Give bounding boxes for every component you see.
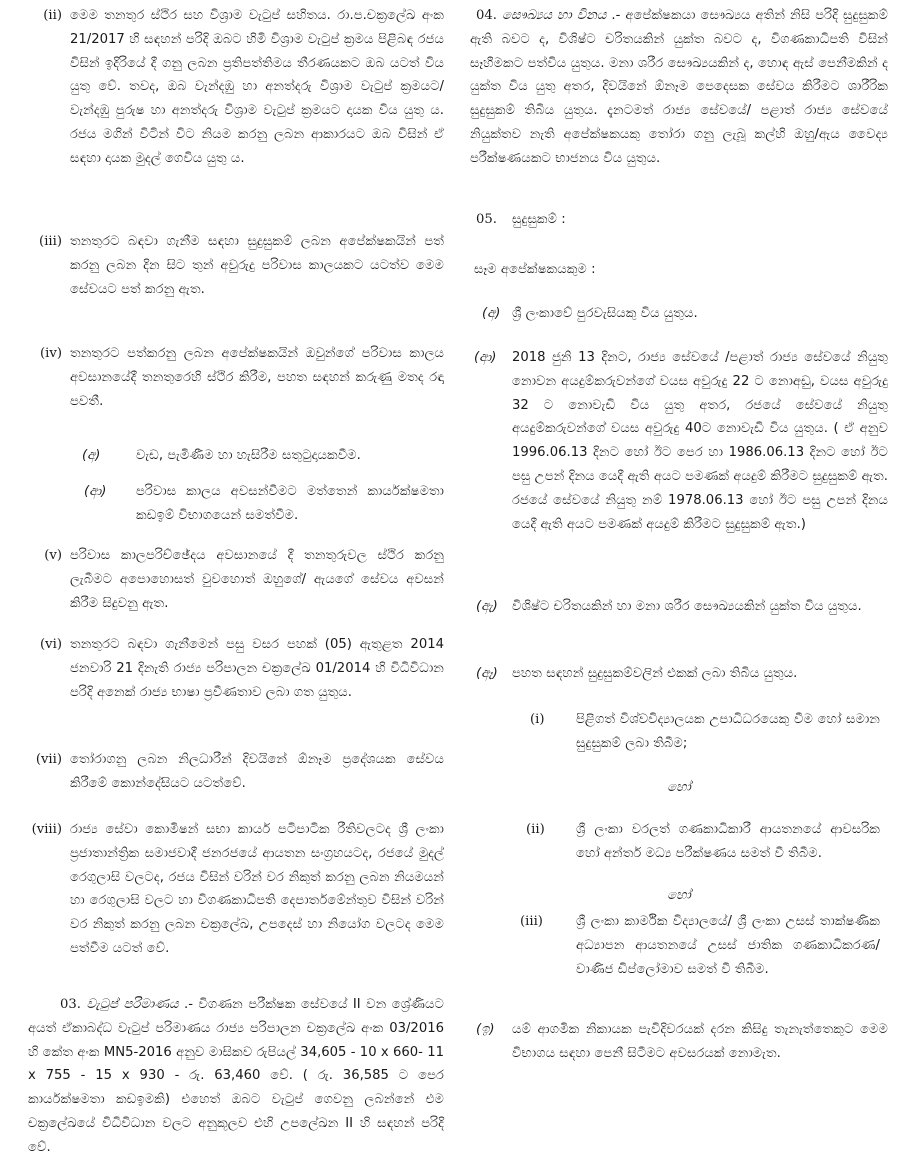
sub-label-a: (අ)	[82, 448, 101, 463]
qual-label: (ඉ)	[476, 1022, 495, 1037]
qual-aee	[470, 662, 888, 688]
option-iii	[470, 910, 888, 1006]
clause-number: (iv)	[40, 346, 62, 361]
qual-label: (ඇ)	[476, 599, 498, 614]
option-number: (iii)	[520, 914, 543, 929]
clause-text: තනතුරට බඳවා ගැනීමෙන් පසු වසර පහක් (05) ඇතුළත 2014 ජනවාරි 21 දිනැති රාජ්‍ය පරිපාලන චක්‍රලේඛ 01/2014 හි විධිවිධාන පරිදි අනෙක් රාජ්‍ය භාෂා ප්‍රවීණතාව ලබා ගත යුතුය.	[70, 637, 444, 700]
clause-text: රාජ්‍ය සේවා කොමිෂන් සභා කාර්ය පටිපාටික රීතිවලටද ශ්‍රී ලංකා ප්‍රජාතාන්ත්‍රික සමාජවාදී ජනරජයේ ආයතන සංග්‍රහයටද, රජයේ මුදල් රෙගුලාසි වලටද, රජය විසින් වරින් වර නිකුත් කරනු ලබන නියමයන් හා රෙගුලාසි වලට හා විගණකාධිපති දෙපාර්තමේන්තුව විසින් වරින් වර නිකුත් කරනු ලබන චක්‍රලේඛ, උපදෙස් හා නියෝග වලටද මෙම පත්වීම යටත් වේ.	[70, 822, 444, 956]
clause-v	[18, 544, 444, 624]
clause-number: (viii)	[31, 822, 62, 837]
every-candidate-label	[470, 258, 888, 284]
section-number: 04.	[476, 8, 497, 23]
section-number: 03.	[60, 997, 81, 1012]
qual-label: (ආ)	[474, 350, 497, 365]
clause-text: මෙම තනතුර ස්ථිර සහ විශ්‍රාම වැටුප් සහිතය. රා.ප.චක්‍රලේඛ අංක 21/2017 හි සඳහන් පරිදි ඔබට හිමි විශ්‍රාම වැටුප් ක්‍රමය පිළිබඳ රජය විසින් ඉදිරියේ දී ගනු ලබන ප්‍රතිපත්තිමය තීරණයකට ඔබ යටත් විය යුතු වේ. තවද, ඔබ වැන්දඹු හා අනත්දරු විශ්‍රාම වැටුප් ක්‍රමයට/වැන්දඹු පුරුෂ හා අනත්දරු විශ්‍රාම වැටුප් ක්‍රමයට දායක විය යුතු ය. රජය මගින් විටින් විට නියම කරනු ලබන ආකාරයට ඔබ විසින් ඒ සඳහා දායක මුදල් ගෙවිය යුතු ය.	[70, 8, 444, 166]
qual-text: යම් ආගමික නිකායක පැවිදිවරයක් දරන කිසිදු තැනැත්තෙකුට මෙම විභාගය සඳහා පෙනී සිටීමට අවසරයක් නොමැත.	[512, 1022, 888, 1061]
qual-text: විශිෂ්ට චරිතයකින් හා මනා ශරීර සෞඛ්‍යයකින් යුක්ත විය යුතුය.	[512, 599, 862, 614]
clause-iv	[18, 342, 444, 542]
section-heading: වැටුප් පරිමාණය	[86, 997, 179, 1012]
qual-ae	[470, 595, 888, 645]
section-03-salary	[18, 993, 444, 1163]
qual-text: පහත සඳහන් සුදුසුකම්වලින් එකක් ලබා තිබිය යුතුය.	[512, 666, 798, 681]
clause-number: (vi)	[40, 637, 62, 652]
section-heading: සෞඛ්‍යය හා විනය	[501, 8, 607, 23]
clause-viii	[18, 818, 444, 978]
clause-text: තනතුරට බඳවා ගැනීම සඳහා සුදුසුකම් ලබන අපේක්ෂකයින් පත් කරනු ලබන දින සිට තුන් අවුරුදු පරිවාස කාලයකට යටත්ව මෙම සේවයට පත් කරනු ඇත.	[70, 234, 444, 297]
section-04-health	[470, 4, 888, 184]
section-05-qualifications	[470, 208, 888, 234]
option-i	[470, 708, 888, 760]
or-separator-2: හෝ	[667, 888, 691, 903]
clause-text: තෝරාගනු ලබන නිලධාරීන් දිවයිනේ ඕනෑම ප්‍රදේශයක සේවය කිරීමේ කොන්දේසියට යටත්වේ.	[70, 752, 444, 791]
sub-text-aa: පරිවාස කාලය අවසන්වීමට මත්තෙන් කාර්යක්ෂමතා කඩඉම් විභාගයෙන් සමත්වීම.	[136, 484, 444, 523]
clause-number: (vii)	[35, 752, 62, 767]
sub-text-a: වැඩ, පැමිණීම හා හැසිරීම සතුටුදායකවීම.	[136, 448, 361, 463]
option-number: (ii)	[526, 822, 545, 837]
clause-number: (ii)	[43, 8, 62, 23]
clause-vi	[18, 633, 444, 733]
or-separator-1: හෝ	[667, 780, 691, 795]
clause-iii	[18, 230, 444, 325]
option-ii	[470, 818, 888, 892]
clause-text: තනතුරට පත්කරනු ලබන අපේක්ෂකයින් ඔවුන්ගේ පරිවාස කාලය අවසානයේදී තනතුරෙහි ස්ථිර කිරීම, පහත සඳහන් කරුණු මතද රඳා පවතී.	[70, 346, 444, 409]
option-text: ශ්‍රී ලංකා කාර්මික විද්‍යාලයේ/ ශ්‍රී ලංකා උසස් තාක්ෂණික අධ්‍යාපන ආයතනයේ උසස් ජාතික ගණකාධිකරණ/ වාණිජ ඩිප්ලෝමාව සමත් වී තිබීම.	[576, 914, 880, 977]
section-heading: සුදුසුකම් :	[512, 212, 566, 227]
sub-label-aa: (ආ)	[84, 484, 107, 499]
option-text: පිළිගත් විශ්වවිද්‍යාලයක උපාධිධරයෙකු වීම හෝ සමාන සුදුසුකම් ලබා තිබීම;	[576, 712, 880, 751]
qual-label: (ඈ)	[476, 666, 498, 681]
section-text	[470, 4, 888, 171]
option-text: ශ්‍රී ලංකා වරලත් ගණකාධිකාරී ආයතනයේ ආවසරික හෝ අන්තර් මධ්‍ය පරීක්ෂණය සමත් වී තිබීම.	[576, 822, 880, 861]
every-candidate-text: සෑම අපේක්ෂකයකුම :	[474, 262, 596, 277]
clause-number: (iii)	[39, 234, 62, 249]
clause-vii	[18, 748, 444, 804]
section-body: .- අපේක්ෂකයා සෞඛ්‍යය අතින් නිසි පරිදි සුදුසුකම් ඇති බවට ද, විශිෂ්ට චරිතයකින් යුක්ත බවට ද, විගණකාධිපති විසින් සෑහීමකට පත්විය යුතුය. මනා ශරීර සෞඛ්‍යයකින් ද, හොඳ ඇස් පෙනීමකින් ද යුක්ත විය යුතු අතර, දිවයිනේ ඕනෑම පෙදෙසක සේවය කිරීමට ශාරීරික සුදුසුකම් තිබිය යුතුය. දැනටමත් රාජ්‍ය සේවයේ/ පළාත් රාජ්‍ය සේවයේ නියුක්තව නැති අපේක්ෂකයකු තෝරා ගනු ලැබූ කල්හි ඔහු/ඇය වෛද්‍ය පරීක්ෂණයකට භාජනය විය යුතුය.	[470, 8, 888, 166]
qual-a	[470, 302, 888, 328]
qual-e	[470, 1018, 888, 1098]
clause-ii	[18, 4, 444, 224]
section-text	[28, 993, 444, 1160]
section-number: 05.	[476, 212, 497, 227]
option-number: (i)	[530, 712, 545, 727]
section-body: .- විගණන පරීක්ෂක සේවයේ II වන ශ්‍රේණියට අයත් ඒකාබද්ධ වැටුප් පරිමාණය රාජ්‍ය පරිපාලන චක්‍රලේඛ අංක 03/2016 හි කේත අංක MN5-2016 අනුව මාසිකව රුපියල් 34,605 - 10 x 660- 11 x 755 - 15 x 930 - රු. 63,460 වේ. ( රු. 36,585 ට පෙර කාර්යක්ෂමතා කඩඉමකි) එහෙත් ඔබට වැටුප් ගෙවනු ලබන්නේ එම චක්‍රලේඛයේ විධිවිධාන වලට අනුකූලව එහි උපලේඛන II හි සඳහන් පරිදි වේ.	[28, 997, 444, 1155]
qual-label: (අ)	[482, 306, 501, 321]
qual-text: ශ්‍රී ලංකාවේ පුරවැසියකු විය යුතුය.	[512, 306, 698, 321]
clause-number: (v)	[44, 548, 62, 563]
clause-text: පරිවාස කාලපරිච්ඡේදය අවසානයේ දී තනතුරුවල ස්ථිර කරනු ලැබීමට අපොහොසත් වුවහොත් ඔහුගේ/ ඇයගේ සේවය අවසන් කිරීම සිදුවනු ඇත.	[70, 548, 444, 611]
qual-text: 2018 ජුනි 13 දිනට, රාජ්‍ය සේවයේ /පළාත් රාජ්‍ය සේවයේ නියුතු නොවන අයදුම්කරුවන්ගේ වයස අවුරුදු 22 ට නොඅඩු, වයස අවුරුදු 32 ට නොවැඩි විය යුතු අතර, රජයේ සේවයේ නියුතු අයදුම්කරුවන්ගේ වයස අවුරුදු 40ට නොවැඩි විය යුතුය. ( ඒ අනුව 1996.06.13 දිනට හෝ ඊට පෙර හා 1986.06.13 දිනට හෝ ඊට පසු උපන් දිනය යෙදී ඇති අයට පමණක් අයදුම් කිරීමට සුදුසුකම් ඇත. රජයේ සේවයේ නියුතු නම් 1978.06.13 හෝ ඊට පසු උපන් දිනය යෙදී ඇති අයට පමණක් අයදුම් කිරීමට සුදුසුකම් ඇත.)	[512, 350, 888, 532]
qual-aa	[470, 346, 888, 586]
